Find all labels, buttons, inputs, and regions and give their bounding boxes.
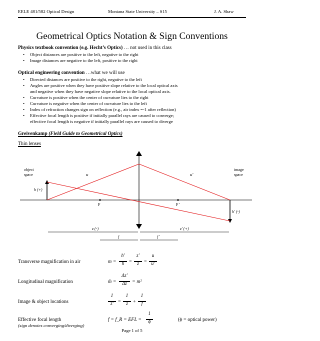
front-focal-label: F: [98, 202, 101, 207]
formula-label: Longitudinal magnification: [18, 280, 73, 285]
object-height-label: h (+): [34, 187, 43, 192]
rear-focal-label: F ': [176, 202, 180, 207]
image-space-label: space: [234, 172, 243, 177]
formula-numerator: h': [121, 254, 125, 259]
engineering-bullet: • Angles are positive when they have positive slope relative to the local optical axis: [30, 84, 178, 89]
formula-denominator: h: [121, 262, 125, 267]
engineering-heading: Optical engineering convention: [18, 71, 85, 76]
formula-numerator: 1: [140, 294, 144, 299]
marginal-ray-out: [139, 164, 230, 200]
formula-numerator: Δz': [121, 274, 128, 279]
chief-ray: [47, 182, 230, 221]
engineering-bullet: • Curvature is positive when the center of curvature lies to the right: [30, 96, 148, 101]
sign-note: (sign denotes converging/diverging): [18, 323, 85, 328]
formula-denominator: Δz: [122, 282, 127, 287]
lens-arrow-top: [136, 151, 142, 156]
physics-heading-note: … not used in this class: [122, 46, 172, 51]
page-footer: Page 1 of 5: [121, 328, 143, 333]
engineering-bullet-cont: and negative when they have negative slope relative to the local optical axis.: [30, 89, 171, 94]
page-title: Geometrical Optics Notation & Sign Conventions: [36, 31, 228, 42]
marginal-ray-in: [47, 164, 139, 200]
formula-denominator: u': [151, 262, 155, 267]
f-label: f: [118, 234, 120, 239]
formula-label: Image & object locations: [18, 300, 69, 305]
greivenkamp-heading-rest: (Field Guide to Geometrical Optics): [47, 132, 123, 137]
formula-denominator: z: [137, 262, 139, 267]
f-prime-label: f ': [157, 234, 160, 239]
formula-lhs: f = f_R = EFL =: [108, 318, 142, 323]
physics-heading: Physics textbook convention (e.g. Hecht’s Optics): [18, 46, 123, 51]
formula-operator: +: [133, 300, 136, 305]
header-course: EELE 481/582 Optical Design: [18, 9, 75, 14]
z-prime-label: z' (+): [180, 226, 189, 231]
engineering-bullet: • Curvature is negative when the center of curvature lies to the left: [30, 102, 147, 107]
formula-numerator: 1: [125, 294, 129, 299]
lens-arrow-bottom: [136, 224, 142, 229]
formula-operator: =: [144, 260, 147, 265]
formula-denominator: z: [126, 302, 128, 307]
engineering-bullet: • Directed distances are positive to the right, negative to the left: [30, 78, 142, 83]
formula-numerator: z': [136, 254, 140, 259]
formula-numerator: 1: [148, 312, 151, 317]
image-space-label: image: [234, 167, 244, 172]
formula-numerator: 1: [110, 294, 114, 299]
formula-operator: =: [129, 260, 132, 265]
formula-rhs: = m²: [132, 280, 142, 285]
engineering-bullet-cont: effective focal length is negative if initially parallel rays are caused to diverge: [30, 119, 173, 124]
image-height-label: h' (-): [232, 209, 240, 214]
object-space-label: space: [24, 172, 33, 177]
physics-bullet: • Object distances are positive to the left, negative to the right: [30, 53, 138, 58]
u-angle-label: u: [86, 172, 89, 177]
object-space-label: object: [24, 167, 34, 172]
greivenkamp-heading: Greivenkamp: [18, 132, 48, 137]
thin-lenses-heading: Thin lenses: [18, 142, 41, 147]
front-focal-point: [99, 199, 101, 201]
z-label: z (-): [92, 226, 99, 231]
u-prime-angle-label: u': [190, 172, 194, 177]
engineering-heading-note: …what we will use: [84, 71, 125, 76]
formula-lhs: m̄ =: [108, 280, 117, 285]
formula-lhs: m =: [108, 260, 117, 265]
formula-label: Transverse magnification in air: [18, 260, 81, 265]
formula-denominator: z': [110, 302, 114, 307]
header-author: J. A. Shaw: [214, 9, 234, 14]
formula-note: (ϕ = optical power): [178, 318, 217, 323]
header-school: Montana State University – S15: [108, 9, 167, 14]
formula-denominator: ϕ: [148, 320, 151, 325]
formula-denominator: f: [141, 302, 143, 307]
engineering-bullet: • Effective focal length is positive if initially parallel rays are caused to converge;: [30, 114, 174, 119]
formula-operator: =: [118, 300, 121, 305]
engineering-bullet: • Index of refraction changes sign on reflection (e.g., air index =-1 after reflection): [30, 108, 176, 113]
formula-label: Effective focal length: [18, 318, 62, 323]
formula-numerator: u: [151, 254, 155, 259]
rear-focal-point: [177, 199, 179, 201]
physics-bullet: • Image distances are negative to the left, positive to the right: [30, 59, 138, 64]
